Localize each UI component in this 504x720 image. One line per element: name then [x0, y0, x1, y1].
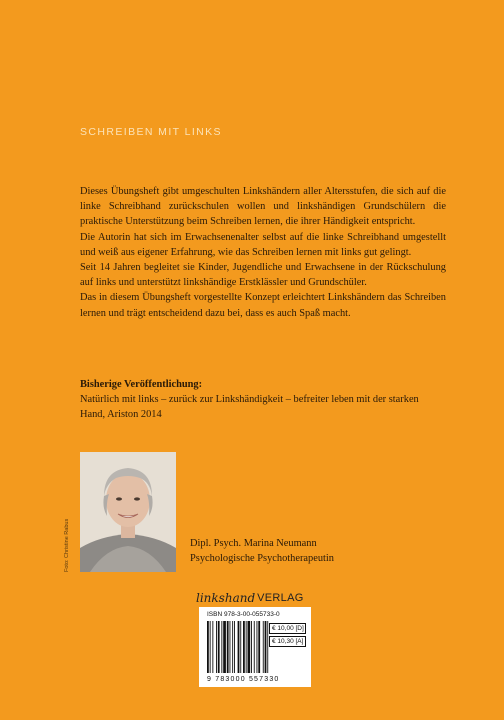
price-germany: € 10,00 [D]	[269, 623, 306, 634]
barcode-box	[199, 607, 311, 687]
photo-credit: Foto: Christine Rabus	[64, 518, 70, 572]
price-list	[269, 623, 306, 649]
author-name: Dipl. Psych. Marina Neumann	[190, 538, 317, 549]
publications-text: Natürlich mit links – zurück zur Linkshändigkeit – befreiter leben mit der starken Hand, Ariston 2014	[80, 394, 419, 421]
barcode-bars	[207, 621, 271, 675]
series-title: SCHREIBEN MIT LINKS	[80, 126, 222, 138]
barcode-digits: 9 783000 557330	[207, 676, 280, 683]
description-paragraph: Seit 14 Jahren begleitet sie Kinder, Jugendliche und Erwachsene in der Rückschulung auf links und unterstützt linkshändige Erstklässler und Grundschüler.	[80, 262, 446, 289]
description-paragraph: Das in diesem Übungsheft vorgestellte Konzept erleichtert Linkshändern das Schreiben lernen und trägt entscheidend dazu bei, dass es auch Spaß macht.	[80, 292, 446, 319]
author-portrait-image	[80, 452, 176, 572]
isbn-text: ISBN 978-3-00-055733-0	[207, 611, 280, 618]
publisher-word: VERLAG	[257, 592, 304, 604]
publisher-logo	[196, 588, 304, 608]
publications-heading: Bisherige Veröffentlichung:	[80, 379, 203, 390]
price-austria: € 10,30 [A]	[269, 636, 306, 647]
author-title: Psychologische Psychotherapeutin	[190, 553, 335, 565]
publisher-script-logo: linkshand	[196, 591, 256, 605]
publications-section	[80, 377, 446, 423]
author-photo	[80, 452, 176, 572]
description-text	[80, 184, 446, 321]
author-info	[190, 536, 334, 566]
description-paragraph: Dieses Übungsheft gibt umgeschulten Linkshändern aller Altersstufen, die sich auf die linke Schreibhand zurückschulen wollen und linkshändigen Grundschülern die praktische Unterstützung beim Schreiben lernen, die ihrer Händigkeit entspricht.	[80, 186, 446, 228]
description-paragraph: Die Autorin hat sich im Erwachsenenalter selbst auf die linke Schreibhand umgestellt und weiß aus eigener Erfahrung, wie das Schreiben lernen mit links gut gelingt.	[80, 231, 446, 258]
